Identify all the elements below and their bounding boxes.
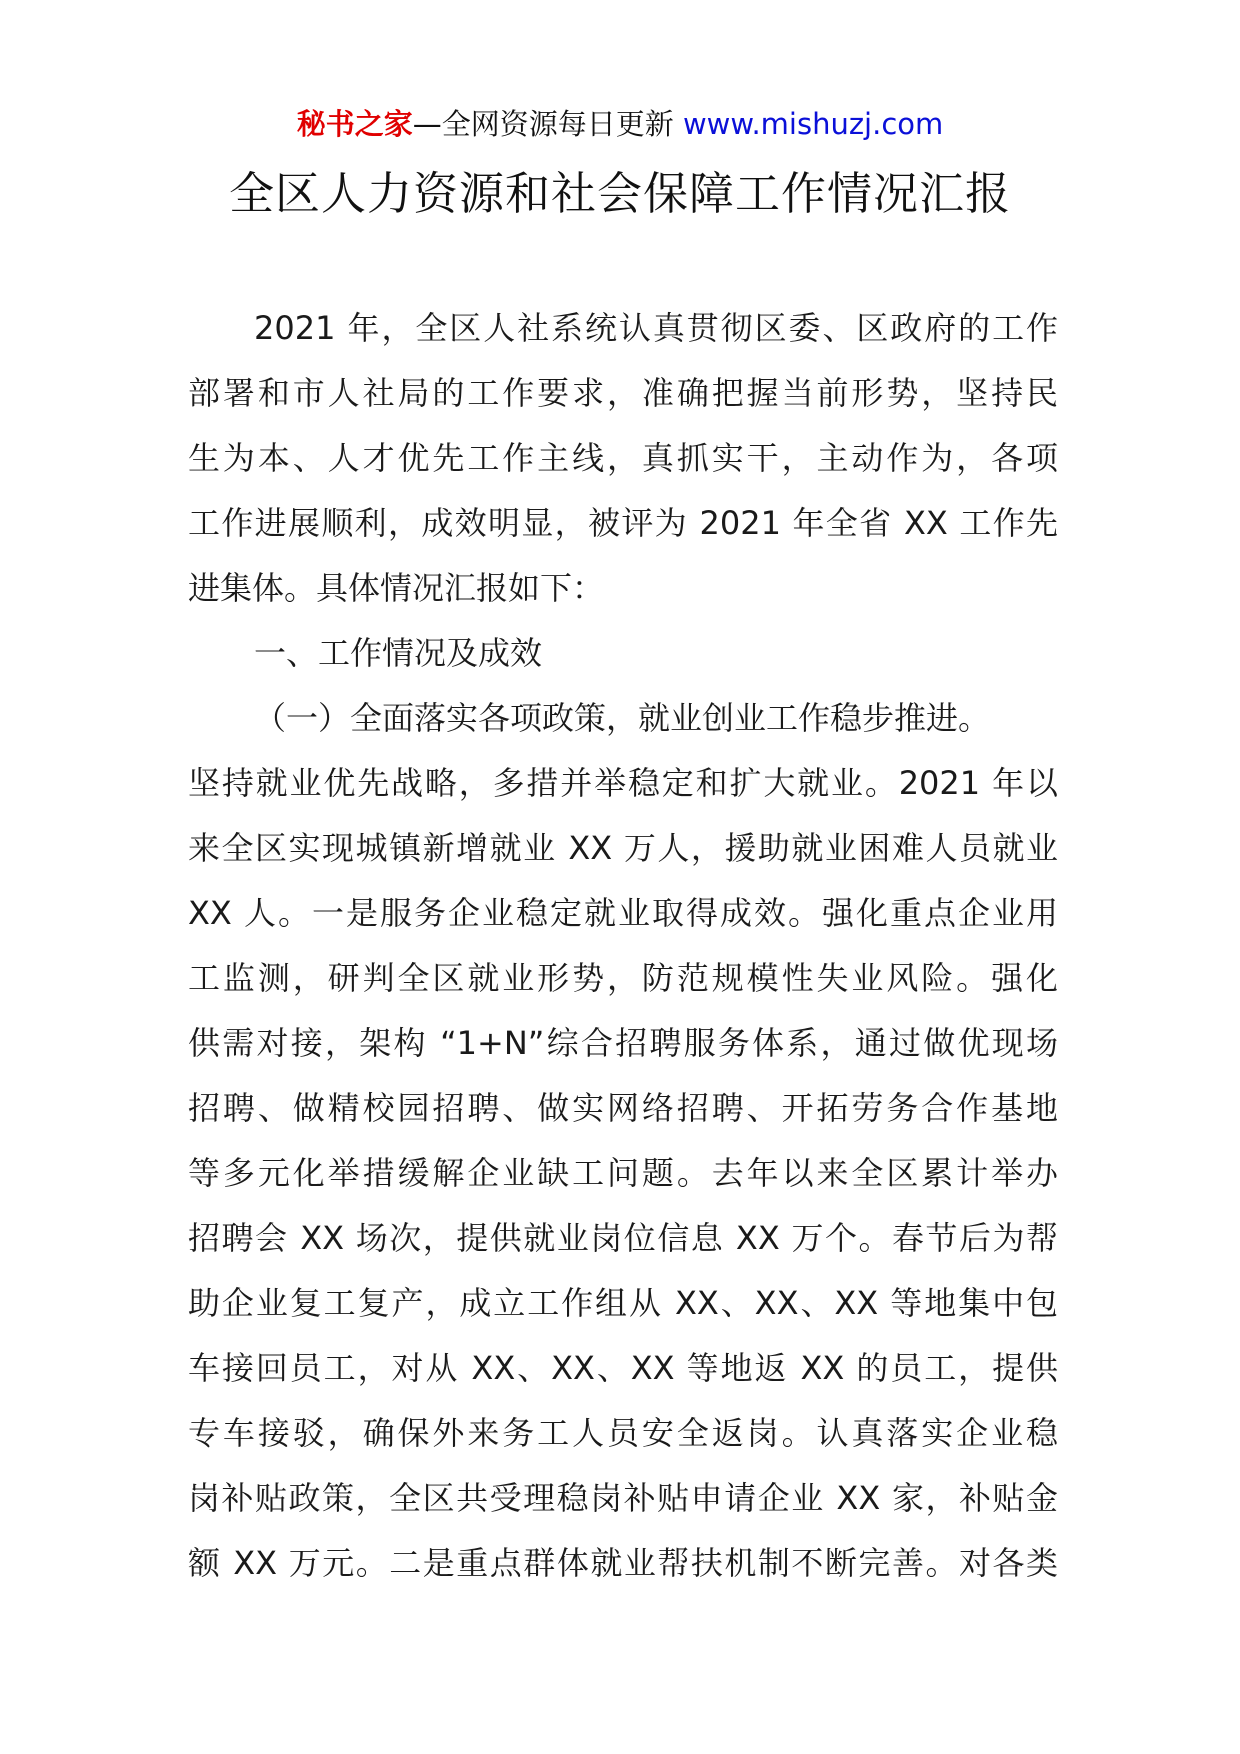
paragraph-line: 部署和市人社局的工作要求，准确把握当前形势，坚持民 bbox=[188, 374, 1058, 412]
paragraph-line: 供需对接，架构 “1+N”综合招聘服务体系，通过做优现场 bbox=[188, 1024, 1058, 1062]
document-body bbox=[188, 296, 1058, 1596]
brand-name: 秘书之家 bbox=[296, 107, 413, 141]
paragraph-line: XX 人。一是服务企业稳定就业取得成效。强化重点企业用 bbox=[188, 894, 1058, 932]
document-title: 全区人力资源和社会保障工作情况汇报 bbox=[228, 167, 1011, 220]
paragraph-line: 助企业复工复产，成立工作组从 XX、XX、XX 等地集中包 bbox=[188, 1284, 1058, 1322]
paragraph-line: 等多元化举措缓解企业缺工问题。去年以来全区累计举办 bbox=[188, 1154, 1058, 1192]
paragraph-line: 进集体。具体情况汇报如下： bbox=[188, 569, 605, 607]
section-heading: 一、工作情况及成效 bbox=[254, 634, 543, 672]
paragraph-line: 专车接驳，确保外来务工人员安全返岗。认真落实企业稳 bbox=[188, 1414, 1058, 1452]
paragraph-line: 生为本、人才优先工作主线，真抓实干，主动作为，各项 bbox=[188, 439, 1058, 477]
site-header bbox=[0, 104, 1240, 144]
paragraph-line: 坚持就业优先战略，多措并举稳定和扩大就业。2021 年以 bbox=[188, 764, 1058, 802]
paragraph-line: 工监测，研判全区就业形势，防范规模性失业风险。强化 bbox=[188, 959, 1058, 997]
paragraph-line: 招聘、做精校园招聘、做实网络招聘、开拓劳务合作基地 bbox=[188, 1089, 1058, 1127]
paragraph-line: 额 XX 万元。二是重点群体就业帮扶机制不断完善。对各类 bbox=[188, 1544, 1058, 1582]
paragraph-line: 2021 年，全区人社系统认真贯彻区委、区政府的工作 bbox=[254, 309, 1058, 347]
site-url-link[interactable]: www.mishuzj.com bbox=[682, 107, 944, 141]
paragraph-line: 工作进展顺利，成效明显，被评为 2021 年全省 XX 工作先 bbox=[188, 504, 1058, 542]
paragraph-line: 车接回员工，对从 XX、XX、XX 等地返 XX 的员工，提供 bbox=[188, 1349, 1058, 1387]
header-tagline: —全网资源每日更新 bbox=[412, 107, 674, 141]
paragraph-line: 来全区实现城镇新增就业 XX 万人，援助就业困难人员就业 bbox=[188, 829, 1058, 867]
paragraph-line: 招聘会 XX 场次，提供就业岗位信息 XX 万个。春节后为帮 bbox=[188, 1219, 1058, 1257]
subsection-heading: （一）全面落实各项政策，就业创业工作稳步推进。 bbox=[254, 699, 991, 737]
paragraph-line: 岗补贴政策，全区共受理稳岗补贴申请企业 XX 家，补贴金 bbox=[188, 1479, 1058, 1517]
